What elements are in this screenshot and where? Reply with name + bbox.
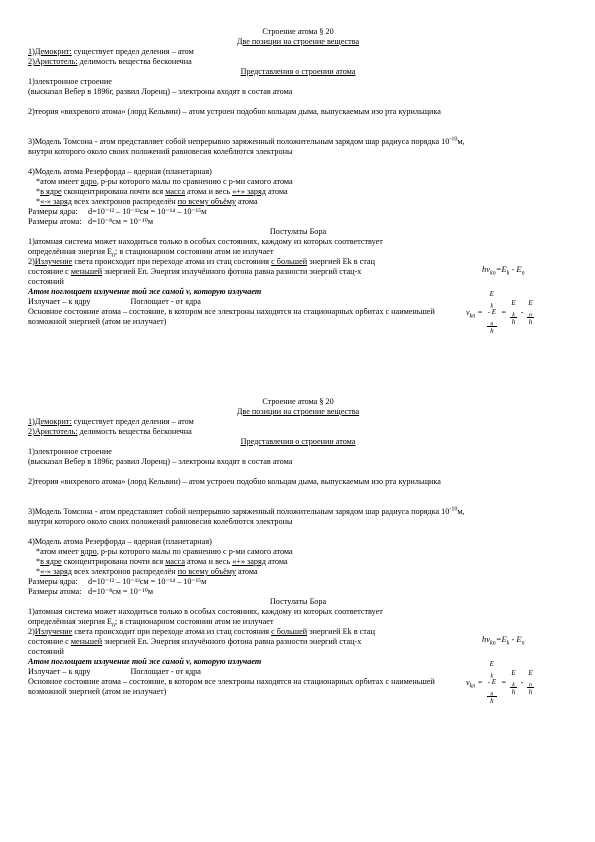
bohr-formula-energy-2: $h\nu_{kn}=E_k - E_n$ (482, 634, 525, 647)
model3-line: 3)Модель Томсона - атом представляет собой непрерывно заряженный положительным зарядом шар радиуса порядка $10^{-10}м$, (28, 506, 465, 516)
model1-text: (высказал Вебер в 1896г, развил Лоренц) – электроны входят в состав атома (28, 457, 293, 466)
model4-title: 4)Модель атома Резерфорда – ядерная (планетарная) (28, 167, 212, 176)
model4-point2: *в ядре сконцентрирована почти вся масса атома и весь «+» заряд атома (36, 187, 288, 196)
postulate2-c: состояний (28, 647, 64, 656)
aristotle-name: 2)Аристотель: (28, 57, 78, 66)
model3-text-c: внутри которого около своих положений равновесия колеблются электроны (28, 147, 293, 156)
section-title: Строение атома § 20 (262, 27, 334, 36)
nucleus-size: Размеры ядра: d=10⁻¹² – 10⁻¹³см = 10⁻¹⁴ – 10⁻¹⁵м (28, 207, 207, 216)
postulate2-c: состояний (28, 277, 64, 286)
atom-size: Размеры атома: d=10⁻⁸см = 10⁻¹⁰м (28, 587, 154, 596)
bohr-formula-frequency-2: $\nu_{kn}$ = E $_k$ - E $_n$ h = E $_k$ h - E $_n$ h (466, 660, 533, 705)
model3-text-c: внутри которого около своих положений равновесия колеблются электроны (28, 517, 293, 526)
postulates-heading: Постулаты Бора (269, 227, 327, 236)
aristotle-text: делимость вещества бесконечна (77, 57, 192, 66)
model2-text: 2)теория «вихревого атома» (лорд Кельвин) – атом устроен подобно кольцам дыма, выпускаемым изо рта курильщика (28, 107, 441, 116)
postulates-heading: Постулаты Бора (269, 597, 327, 606)
model4-point3: *«-» заряд всех электронов распределён по всему объёму атома (36, 197, 258, 206)
model1-text: (высказал Вебер в 1896г, развил Лоренц) – электроны входят в состав атома (28, 87, 293, 96)
model3-text-a: 3)Модель Томсона - атом представляет собой непрерывно заряженный положительным зарядом шар радиуса порядка 10 (28, 137, 450, 146)
section-title: Строение атома § 20 (262, 397, 334, 406)
emit-absorb-line: Излучает – к ядру Поглощает - от ядра (28, 297, 201, 306)
postulate1-b: определённая энергия $E_n$; в стационарном состоянии атом не излучает (28, 247, 274, 259)
ancient-heading: Две позиции на строение вещества (236, 37, 360, 46)
ground-state-a: Основное состояние атома – состояние, в котором все электроны находятся на стационарных орбитах с наименьшей (28, 307, 435, 316)
absorb-note: Атом поглощает излучение той же самой ν, которую излучает (28, 287, 262, 296)
postulate1-a: 1)атомная система может находиться только в особых состояниях, каждому из которых соответствует (28, 237, 383, 246)
section-atom-structure-1 (28, 27, 568, 327)
ancient-heading: Две позиции на строение вещества (236, 407, 360, 416)
model3-text-b: м, (457, 137, 465, 146)
democritus-line: 1)Демокрит: существует предел деления – атом (28, 417, 194, 426)
ground-state-a: Основное состояние атома – состояние, в котором все электроны находятся на стационарных орбитах с наименьшей (28, 677, 435, 686)
bohr-formula-frequency: $\nu_{kn}$ = E $_k$ - E $_n$ h = E $_k$ h - E $_n$ h (466, 290, 533, 335)
democritus-text: существует предел деления – атом (71, 47, 194, 56)
model3-line (28, 137, 568, 147)
model4-point1: *атом имеет ядро, р-ры которого малы по сравнению с р-ми самого атома (36, 547, 293, 556)
atom-size: Размеры атома: d=10⁻⁸см = 10⁻¹⁰м (28, 217, 154, 226)
postulate2-b: состояние с меньшей энергией En. Энергия излучённого фотона равна разности энергий стац-х (28, 637, 362, 646)
model1-title: 1)электронное строение (28, 447, 112, 456)
model1-title: 1)электронное строение (28, 77, 112, 86)
model4-title: 4)Модель атома Резерфорда – ядерная (планетарная) (28, 537, 212, 546)
postulate1-b: определённая энергия $E_n$; в стационарном состоянии атом не излучает (28, 617, 274, 629)
democritus-name: 1)Демокрит: (28, 47, 72, 56)
models-heading: Представления о строении атома (240, 67, 356, 76)
postulate2-a: 2)Излучение света происходит при переходе атома из стац состояния с большей энергией Ek в стац (28, 627, 375, 636)
aristotle-line (28, 57, 568, 67)
postulate2-b: состояние с меньшей энергией En. Энергия излучённого фотона равна разности энергий стац-х (28, 267, 362, 276)
model3-exponent: -10 (449, 136, 458, 143)
postulate2-a: 2)Излучение света происходит при переходе атома из стац состояния с большей энергией Ek в стац (28, 257, 375, 266)
bohr-formula-energy: $h\nu_{kn}=E_k - E_n$ (482, 264, 525, 277)
absorb-note: Атом поглощает излучение той же самой ν, которую излучает (28, 657, 262, 666)
aristotle-line: 2)Аристотель: делимость вещества бесконечна (28, 427, 192, 436)
democritus-line (28, 47, 568, 57)
ground-state-b: возможной энергией (атом не излучает) (28, 687, 167, 696)
models-heading: Представления о строении атома (240, 437, 356, 446)
emit-absorb-line: Излучает – к ядру Поглощает - от ядра (28, 667, 201, 676)
model2-text: 2)теория «вихревого атома» (лорд Кельвин) – атом устроен подобно кольцам дыма, выпускаемым изо рта курильщика (28, 477, 441, 486)
postulate1-a: 1)атомная система может находиться только в особых состояниях, каждому из которых соответствует (28, 607, 383, 616)
ground-state-b: возможной энергией (атом не излучает) (28, 317, 167, 326)
model4-point2: *в ядре сконцентрирована почти вся масса атома и весь «+» заряд атома (36, 557, 288, 566)
section-atom-structure-2 (28, 397, 568, 697)
nucleus-size: Размеры ядра: d=10⁻¹² – 10⁻¹³см = 10⁻¹⁴ – 10⁻¹⁵м (28, 577, 207, 586)
model4-point1: *атом имеет ядро, р-ры которого малы по сравнению с р-ми самого атома (36, 177, 293, 186)
model4-point3: *«-» заряд всех электронов распределён по всему объёму атома (36, 567, 258, 576)
